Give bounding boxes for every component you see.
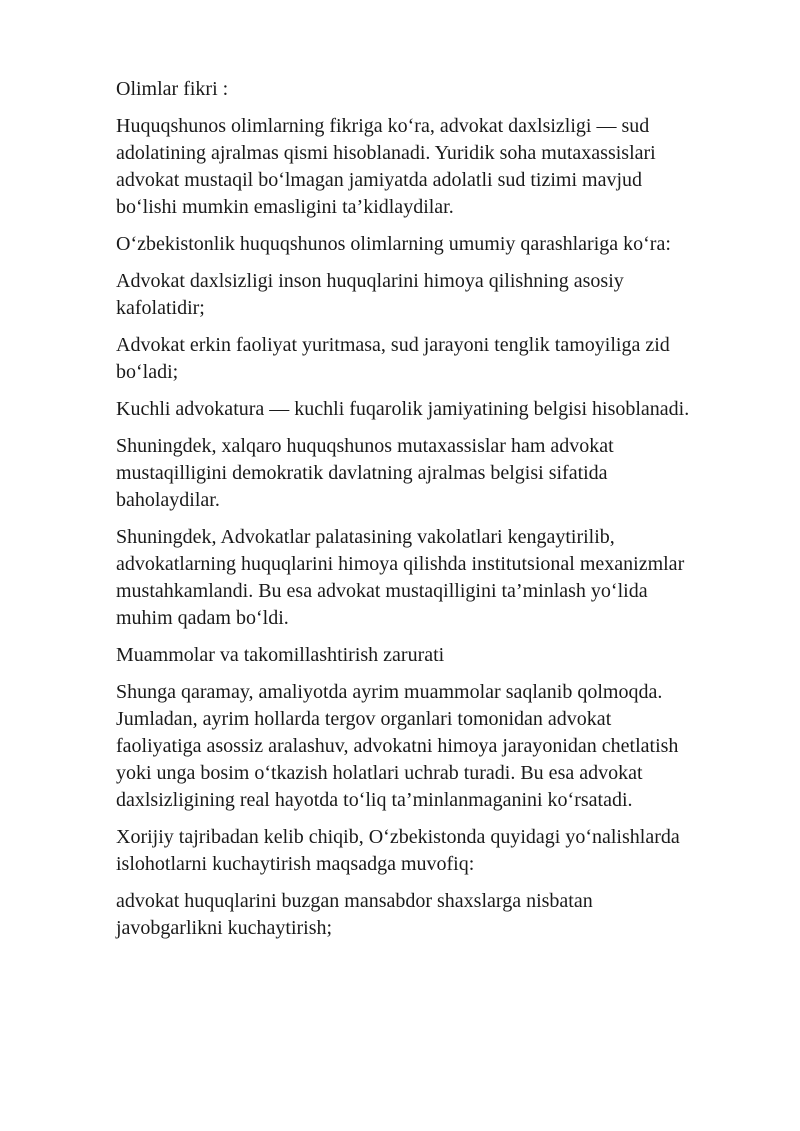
text-line: islohotlarni kuchaytirish maqsadga muvofiq: bbox=[116, 853, 475, 875]
text-line: Advokat erkin faoliyat yuritmasa, sud jarayoni tenglik tamoyiliga zid bbox=[116, 334, 670, 356]
paragraph bbox=[116, 679, 746, 814]
text-line: Oʻzbekistonlik huquqshunos olimlarning umumiy qarashlariga koʻra: bbox=[116, 233, 671, 255]
text-line: Advokat daxlsizligi inson huquqlarini himoya qilishning asosiy bbox=[116, 270, 624, 292]
text-line: advokatlarning huquqlarini himoya qilishda institutsional mexanizmlar bbox=[116, 553, 685, 575]
text-line: Huquqshunos olimlarning fikriga koʻra, advokat daxlsizligi — sud bbox=[116, 115, 650, 137]
document-body bbox=[116, 76, 746, 952]
text-line: Shunga qaramay, amaliyotda ayrim muammolar saqlanib qolmoqda. bbox=[116, 681, 663, 703]
text-line: daxlsizligining real hayotda toʻliq ta’minlanmaganini koʻrsatadi. bbox=[116, 789, 633, 811]
text-line: adolatining ajralmas qismi hisoblanadi. Yuridik soha mutaxassislari bbox=[116, 142, 656, 164]
list-item bbox=[116, 396, 746, 423]
paragraph bbox=[116, 824, 746, 878]
text-line: boʻlishi mumkin emasligini ta’kidlaydilar. bbox=[116, 196, 454, 218]
text-line: javobgarlikni kuchaytirish; bbox=[116, 917, 333, 939]
paragraph bbox=[116, 524, 746, 632]
text-line: Shuningdek, xalqaro huquqshunos mutaxassislar ham advokat bbox=[116, 435, 614, 457]
paragraph bbox=[116, 113, 746, 221]
paragraph bbox=[116, 231, 746, 258]
text-line: mustaqilligini demokratik davlatning ajralmas belgisi sifatida bbox=[116, 462, 608, 484]
text-line: Kuchli advokatura — kuchli fuqarolik jamiyatining belgisi hisoblanadi. bbox=[116, 398, 690, 420]
text-line: baholaydilar. bbox=[116, 489, 220, 511]
heading-olimlar-fikri bbox=[116, 76, 746, 103]
text-line: muhim qadam boʻldi. bbox=[116, 607, 289, 629]
text-line: boʻladi; bbox=[116, 361, 179, 383]
text-line: yoki unga bosim oʻtkazish holatlari uchrab turadi. Bu esa advokat bbox=[116, 762, 643, 784]
text-line: faoliyatiga asossiz aralashuv, advokatni himoya jarayonidan chetlatish bbox=[116, 735, 679, 757]
text-line: Olimlar fikri : bbox=[116, 78, 229, 100]
section-heading bbox=[116, 642, 746, 669]
text-line: Shuningdek, Advokatlar palatasining vakolatlari kengaytirilib, bbox=[116, 526, 615, 548]
text-line: advokat mustaqil boʻlmagan jamiyatda adolatli sud tizimi mavjud bbox=[116, 169, 642, 191]
text-line: advokat huquqlarini buzgan mansabdor shaxslarga nisbatan bbox=[116, 890, 593, 912]
text-line: Muammolar va takomillashtirish zarurati bbox=[116, 644, 445, 666]
text-line: kafolatidir; bbox=[116, 297, 205, 319]
text-line: Jumladan, ayrim hollarda tergov organlari tomonidan advokat bbox=[116, 708, 612, 730]
text-line: mustahkamlandi. Bu esa advokat mustaqilligini ta’minlash yoʻlida bbox=[116, 580, 648, 602]
list-item bbox=[116, 332, 746, 386]
list-item bbox=[116, 268, 746, 322]
text-line: Xorijiy tajribadan kelib chiqib, Oʻzbekistonda quyidagi yoʻnalishlarda bbox=[116, 826, 680, 848]
list-item bbox=[116, 888, 746, 942]
paragraph bbox=[116, 433, 746, 514]
